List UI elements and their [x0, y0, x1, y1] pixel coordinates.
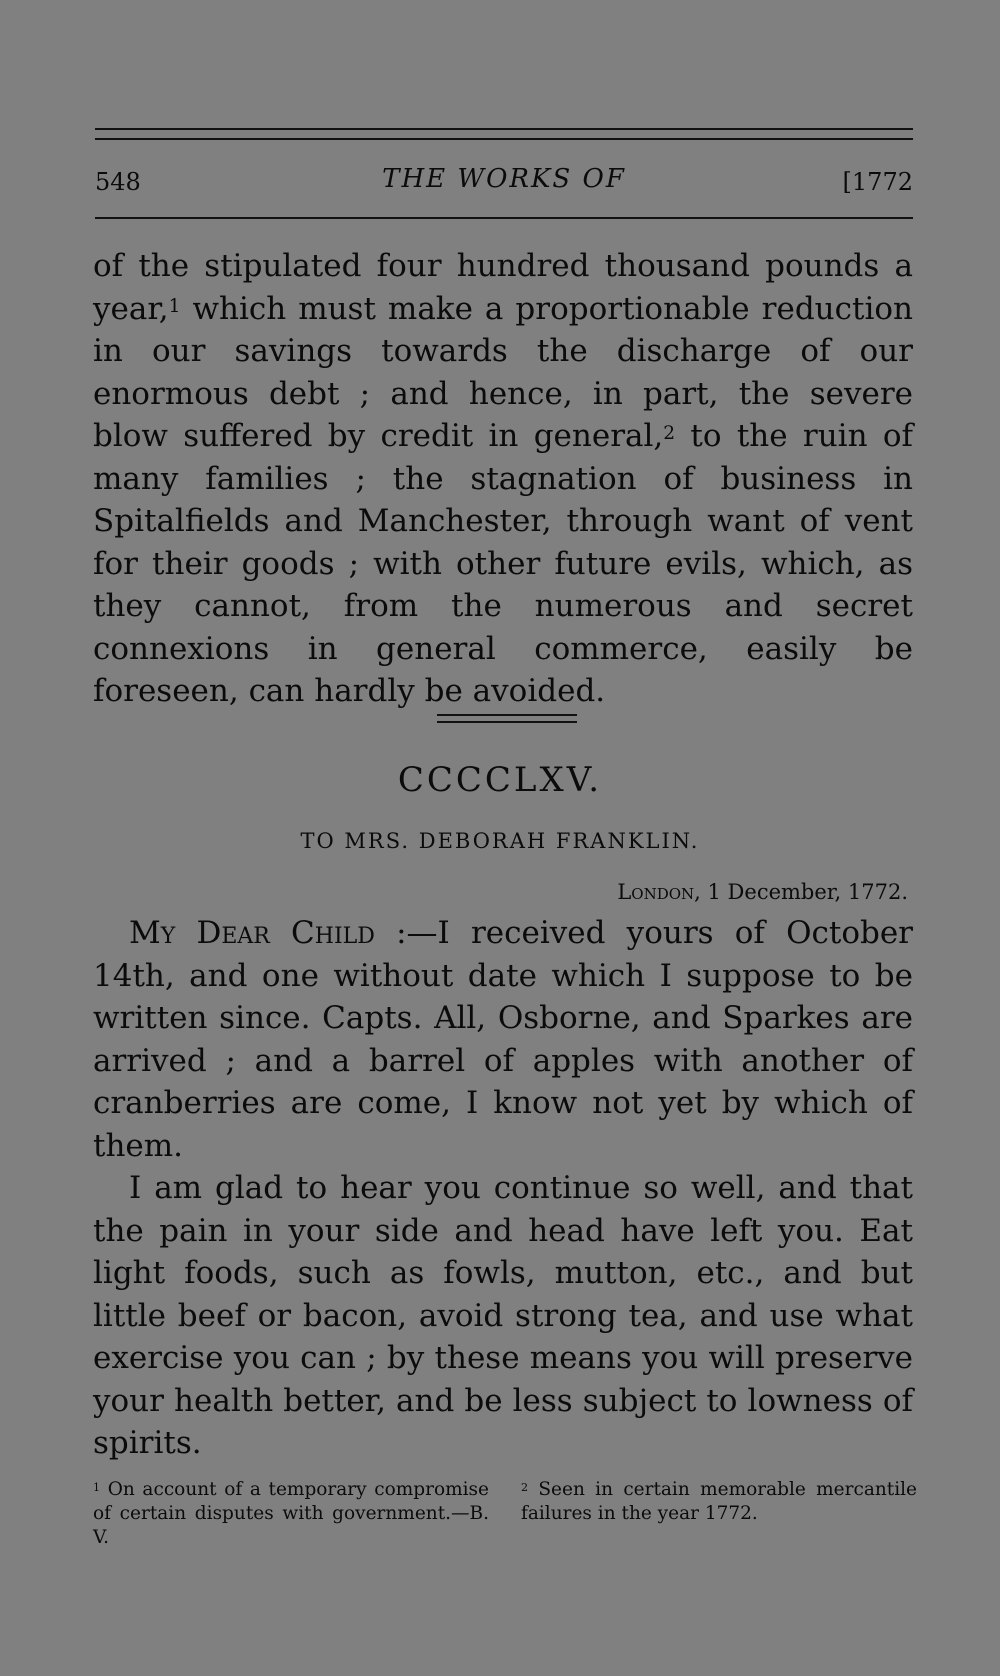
header-rule	[95, 217, 913, 219]
footnote-1	[93, 1478, 489, 1550]
letter-number: CCCCLXV.	[397, 760, 603, 800]
letter-place: London,	[617, 880, 701, 904]
running-title: THE WORKS OF	[382, 164, 626, 194]
paragraph-text: to the ruin of many families ; the stagnation of business in Spitalfields and Manchester, through want of vent for their goods ; with other future evils, which, as they cannot, from the numerous and secret connexions in general commerce, easily be foreseen, can hardly be avoided.	[93, 418, 914, 709]
letter-paragraph	[93, 912, 913, 1167]
letter-date: 1 December, 1772.	[700, 880, 908, 904]
top-rule	[95, 128, 913, 130]
divider-line	[437, 721, 577, 723]
salutation: My Dear Child	[129, 915, 375, 951]
continued-paragraph	[93, 245, 913, 713]
footnote-marker: 1	[93, 1481, 101, 1494]
paragraph-text: :—I received yours of October 14th, and one without date which I suppose to be written since. Capts. All, Osborne, and Sparkes are arrived ; and a barrel of apples with another of cranberries are come, I know not yet by which of them.	[93, 915, 913, 1164]
paragraph-text: of the stipulated four hundred thousand pounds a year,	[93, 248, 913, 327]
footnote-text: On account of a temporary compromise of certain disputes with government.—B. V.	[93, 1479, 489, 1548]
header-year: [1772	[842, 168, 913, 196]
footnote-text: Seen in certain memorable mercantile failures in the year 1772.	[521, 1479, 917, 1524]
letter-recipient: TO MRS. DEBORAH FRANKLIN.	[300, 829, 700, 853]
footnote-ref: 1	[168, 295, 181, 317]
paragraph-text: I am glad to hear you continue so well, and that the pain in your side and head have left you. Eat light foods, such as fowls, mutton, etc., and but little beef or bacon, avoid strong tea, and use what exercise you can ; by these means you will preserve your health better, and be less subject to lowness of spirits.	[93, 1170, 913, 1461]
running-header	[95, 160, 913, 200]
footnote-marker: 2	[521, 1481, 529, 1494]
top-rule-second	[95, 138, 913, 140]
section-divider	[437, 714, 577, 724]
footnote-2	[521, 1478, 917, 1526]
page-number: 548	[95, 168, 141, 196]
paragraph-text: which must make a proportionable reduction in our savings towards the discharge of our enormous debt ; and hence, in part, the severe blow suffered by credit in general,	[93, 290, 913, 454]
letter-paragraph	[93, 1167, 913, 1465]
divider-line	[437, 714, 577, 716]
footnote-ref: 2	[663, 423, 676, 444]
letter-dateline	[617, 880, 908, 904]
